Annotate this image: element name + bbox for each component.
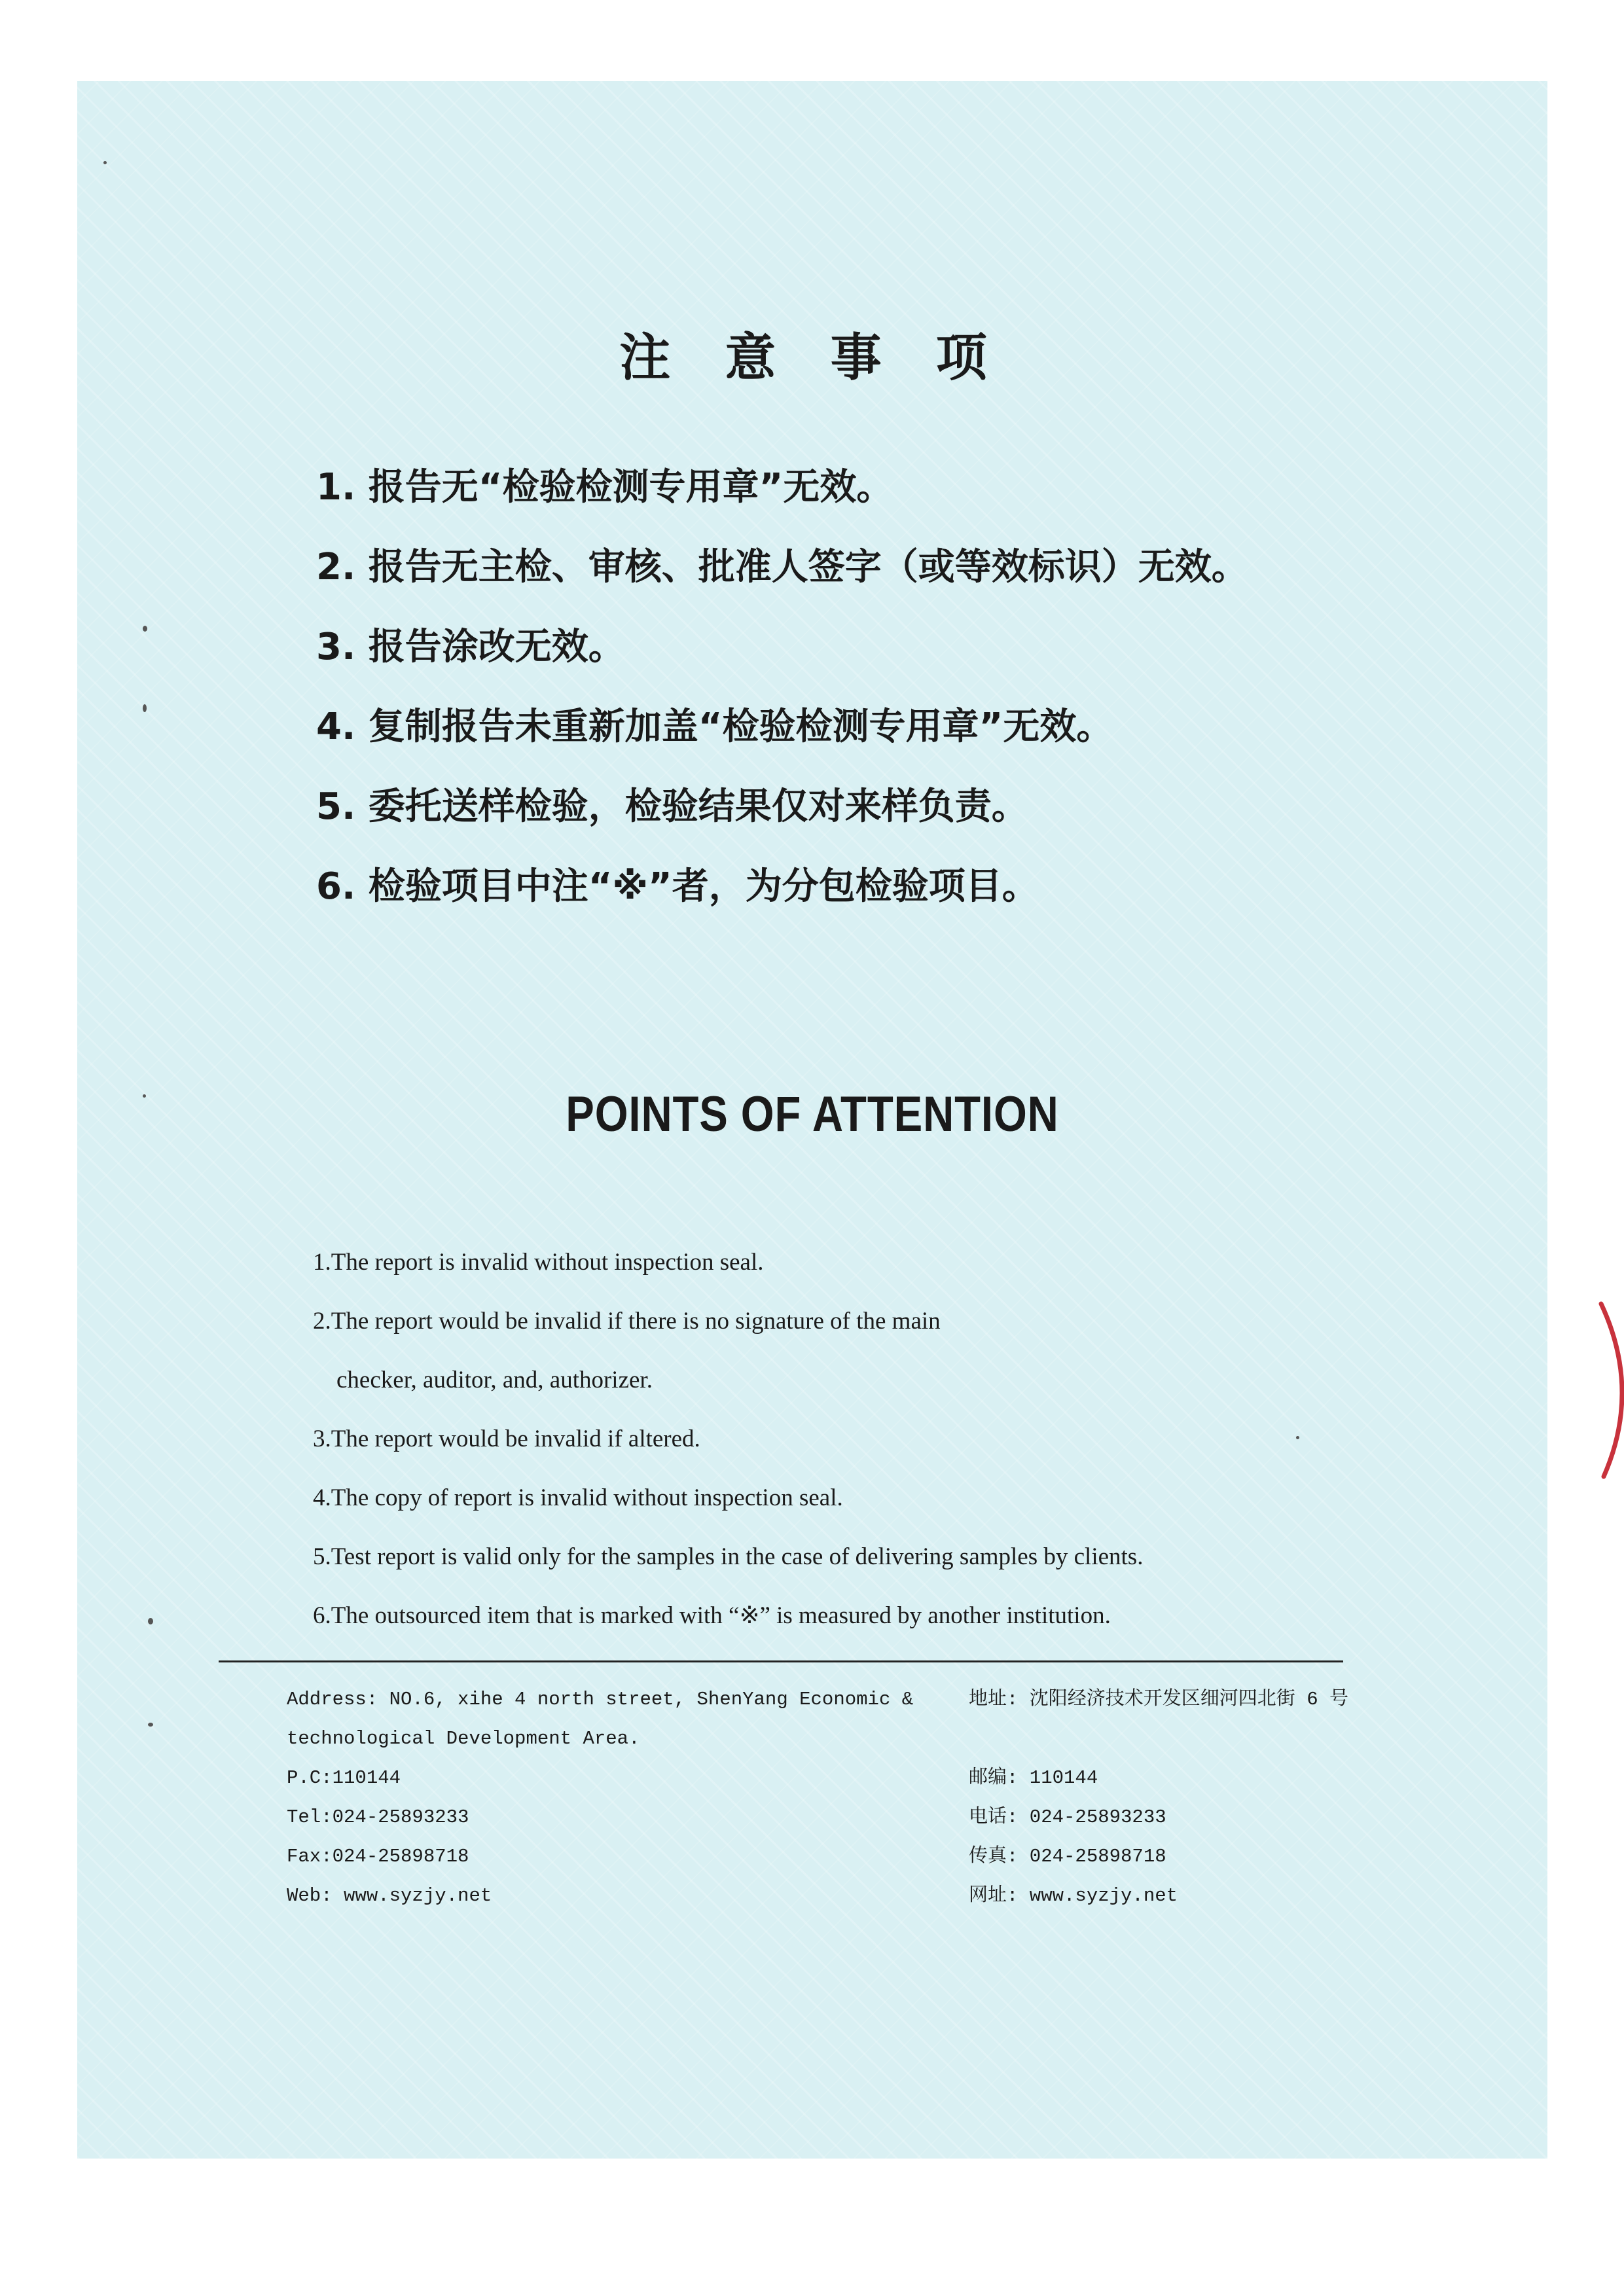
footer-contact-en [287,1680,941,1916]
footer-contact-cn [969,1680,1558,1916]
notice-item-en-2-continued: checker, auditor, and, authorizer. [336,1367,653,1393]
notice-item-cn-6: 6. 检验项目中注“※”者，为分包检验项目。 [316,865,1039,908]
notice-list-cn [316,448,1494,927]
footer-fax-cn: 传真: 024-25898718 [969,1846,1166,1867]
notice-item-en-5: 5.Test report is valid only for the samples in the case of delivering samples by clients. [313,1543,1144,1570]
footer-address-en-line2: technological Development Area. [287,1728,640,1749]
red-seal-edge-icon [1596,1299,1624,1482]
scan-speck [143,704,147,712]
notice-item-cn-5: 5. 委托送样检验，检验结果仅对来样负责。 [316,785,1028,828]
notice-item-en-2: 2.The report would be invalid if there is no signature of the main [313,1308,941,1335]
footer-postcode-en: P.C:110144 [287,1767,401,1789]
footer-tel-cn: 电话: 024-25893233 [969,1806,1166,1828]
notice-item-cn-1: 1. 报告无“检验检测专用章”无效。 [316,466,893,509]
footer-address-cn: 地址: 沈阳经济技术开发区细河四北街 6 号 [969,1689,1349,1710]
notice-item-en-3: 3.The report would be invalid if altered. [313,1426,700,1452]
scan-speck [143,1094,146,1098]
notice-item-en-4: 4.The copy of report is invalid without inspection seal. [313,1484,843,1511]
footer-fax-en: Fax:024-25898718 [287,1846,469,1867]
notice-item-en-6: 6.The outsourced item that is marked with “※” is measured by another institution. [313,1602,1111,1629]
scan-speck [103,161,107,164]
scan-speck [1296,1436,1299,1439]
scan-speck [143,626,147,632]
notice-list-en [313,1233,1426,1645]
scan-speck [148,1618,153,1624]
notice-item-cn-3: 3. 报告涂改无效。 [316,626,625,668]
footer-web-cn: 网址: www.syzjy.net [969,1885,1178,1907]
notice-title-cn: 注 意 事 项 [619,329,1005,387]
notice-item-cn-4: 4. 复制报告未重新加盖“检验检测专用章”无效。 [316,706,1113,748]
footer-divider [219,1660,1343,1662]
footer-address-en-line1: Address: NO.6, xihe 4 north street, ShenYang Economic & [287,1689,914,1710]
footer-postcode-cn: 邮编: 110144 [969,1767,1098,1789]
report-notice-page [77,81,1547,2159]
scan-speck [148,1723,153,1727]
notice-item-en-1: 1.The report is invalid without inspection seal. [313,1249,764,1276]
notice-item-cn-2: 2. 报告无主检、审核、批准人签字（或等效标识）无效。 [316,546,1248,588]
notice-title-en: POINTS OF ATTENTION [566,1086,1059,1142]
footer-spacer [969,1719,1558,1759]
footer-tel-en: Tel:024-25893233 [287,1806,469,1828]
footer-web-en: Web: www.syzjy.net [287,1885,492,1907]
